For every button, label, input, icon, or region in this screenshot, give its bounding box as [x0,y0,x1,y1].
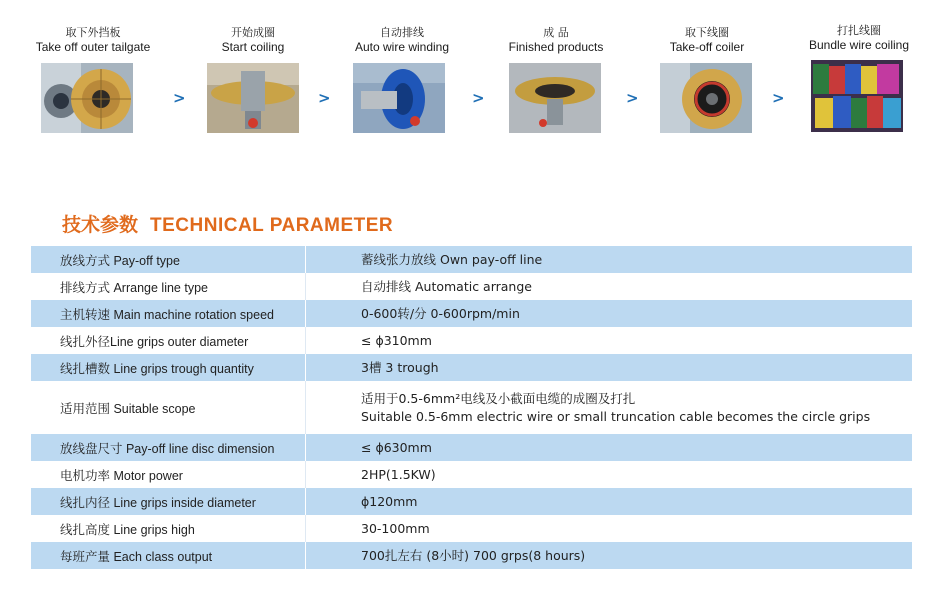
tailgate-photo [41,63,133,133]
table-row [31,246,912,273]
step-finished-products [486,26,626,55]
param-label: 电机功率 Motor power [60,468,183,483]
param-label: 放线方式 Pay-off type [60,253,180,268]
winding-photo [353,63,445,133]
step-bundle-wire-coiling [789,24,929,53]
param-value: ≤ ϕ630mm [361,439,432,455]
arrow-icon: > [318,89,331,107]
step-label-en: Start coiling [221,40,285,54]
finished-photo [509,63,601,133]
table-row [31,434,912,461]
param-value: 30-100mm [361,520,430,536]
step-label-en: Take-off coiler [669,40,745,54]
param-value [306,390,870,426]
process-steps [0,0,950,150]
param-value: ϕ120mm [361,493,418,509]
param-value: 自动排线 Automatic arrange [361,278,532,294]
param-value: 700扎左右 (8小时) 700 grps(8 hours) [361,547,586,563]
param-label: 线扎槽数 Line grips trough quantity [60,361,254,376]
arrow-icon: > [772,89,785,107]
step-label-en: Finished products [508,40,604,54]
arrow-icon: > [472,89,485,107]
param-value-en: Suitable 0.5-6mm electric wire or small truncation cable becomes the circle grips [361,408,871,424]
param-value: 0-600转/分 0-600rpm/min [361,305,520,321]
param-label: 线扎内径 Line grips inside diameter [60,495,256,510]
param-label: 线扎高度 Line grips high [60,522,195,537]
param-value-cn: 适用于0.5-6mm²电线及小截面电缆的成圈及打扎 [361,390,636,406]
step-take-off-outer-tailgate [23,26,163,55]
step-take-off-coiler [637,26,777,55]
param-label: 线扎外径Line grips outer diameter [60,334,249,349]
param-label: 适用范围 Suitable scope [60,401,196,416]
parameter-table [31,246,912,569]
step-label-cn: 自动排线 [380,26,424,39]
param-value: 2HP(1.5KW) [361,466,436,482]
param-label: 主机转速 Main machine rotation speed [60,307,274,322]
param-label: 放线盘尺寸 Pay-off line disc dimension [60,441,275,456]
step-label-en: Auto wire winding [354,40,450,54]
section-title-cn: 技术参数 [62,214,139,236]
section-title [62,210,393,237]
step-label-cn: 开始成圈 [231,26,275,39]
step-label-en: Bundle wire coiling [808,38,910,52]
coiling-photo [207,63,299,133]
bundle-photo [811,60,903,132]
param-label: 每班产量 Each class output [60,549,213,564]
table-row [31,461,912,488]
step-label-en: Take off outer tailgate [35,40,151,54]
arrow-icon: > [626,89,639,107]
arrow-icon: > [173,89,186,107]
takeoff-photo [660,63,752,133]
param-value: 蓄线张力放线 Own pay-off line [361,251,543,267]
param-label: 排线方式 Arrange line type [60,280,208,295]
table-row [31,300,912,327]
table-row [31,354,912,381]
param-value: ≤ ϕ310mm [361,332,432,348]
step-label-cn: 打扎线圈 [837,24,881,37]
step-label-cn: 取下线圈 [685,26,729,39]
table-row [31,381,912,434]
step-label-cn: 取下外挡板 [65,26,121,39]
table-row [31,327,912,354]
table-row [31,273,912,300]
step-auto-wire-winding [332,26,472,55]
step-start-coiling [183,26,323,55]
table-row [31,488,912,515]
step-label-cn: 成 品 [543,26,569,39]
table-row [31,515,912,542]
section-title-en: TECHNICAL PARAMETER [150,215,394,236]
table-row [31,542,912,569]
param-value: 3槽 3 trough [361,359,439,375]
